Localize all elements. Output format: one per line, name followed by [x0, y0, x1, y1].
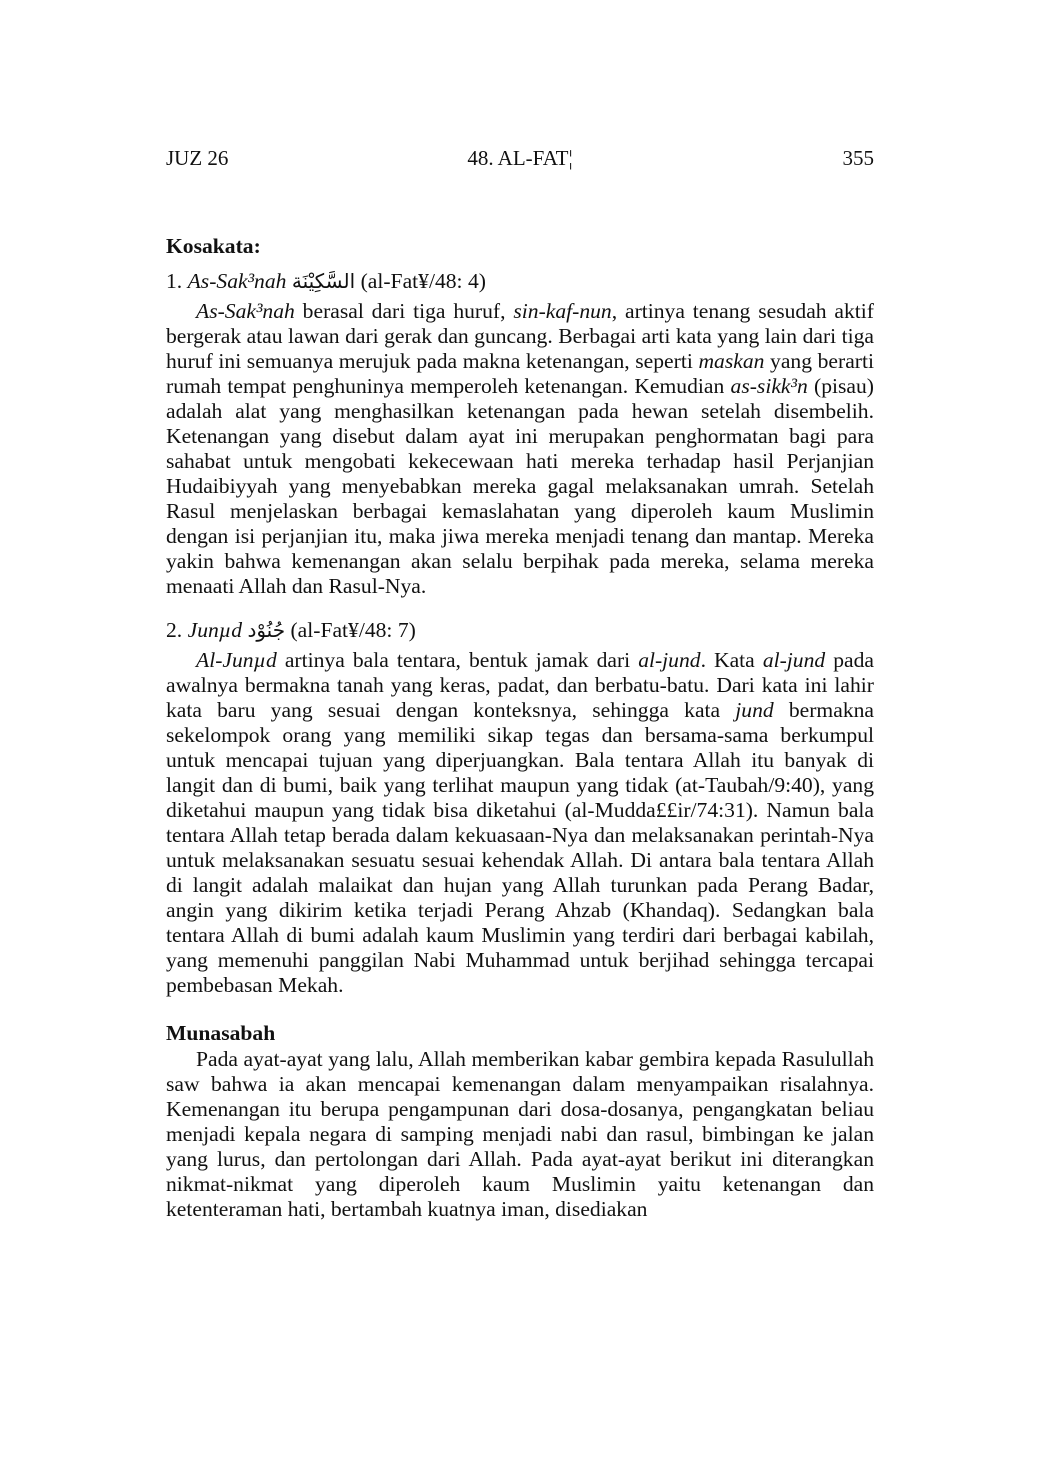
munasabah-paragraph: Pada ayat-ayat yang lalu, Allah memberikan kabar gembira kepada Rasulullah saw bahwa ia akan mencapai kemenangan dalam menyampaikan risalahnya. Kemenangan itu berupa pengampunan dari dosa-dosanya, pengangkatan beliau menjadi kepala negara di samping menjadi nabi dan rasul, bimbingan ke jalan yang lurus, dan pertolongan dari Allah. Pada ayat-ayat berikut ini diterangkan nikmat-nikmat yang diperoleh kaum Muslimin yaitu ketenangan dan ketenteraman hati, bertambah kuatnya iman, disediakan	[166, 1047, 874, 1221]
paragraph-emphasis: maskan	[698, 349, 765, 373]
page-number: 355	[842, 146, 874, 170]
paragraph-text: artinya bala tentara, bentuk jamak dari	[276, 648, 639, 672]
surah-title: 48. AL-FAT¦	[467, 146, 573, 170]
paragraph-text: . Kata	[700, 648, 763, 672]
paragraph-text: berasal dari tiga huruf,	[294, 299, 514, 323]
arabic-term: السَّكِيْنَة	[291, 269, 356, 293]
paragraph-text: , artinya tenang sesudah aktif bergerak atau lawan dari gerak dan guncang. Berbagai arti kata yang lain dari tiga huruf ini semuanya merujuk pada makna ketenangan, seperti	[166, 299, 874, 373]
entry-number: 1.	[166, 269, 183, 293]
paragraph-text: yang berarti rumah tempat penghuninya memperoleh ketenangan. Kemudian	[166, 349, 874, 398]
vocab-entry-paragraph	[166, 648, 874, 998]
verse-reference: (al-Fat¥/48: 4)	[360, 269, 486, 293]
vocab-entry-heading	[166, 268, 874, 295]
entry-term: Junµd	[187, 618, 243, 642]
main-content	[166, 233, 874, 1222]
paragraph-emphasis: jund	[735, 698, 774, 722]
paragraph-emphasis: al-jund	[638, 648, 701, 672]
entry-term: As-Sak³nah	[187, 269, 287, 293]
vocab-entry-paragraph	[166, 299, 874, 599]
kosakata-heading: Kosakata:	[166, 234, 261, 258]
entry-number: 2.	[166, 618, 183, 642]
arabic-term: جُنُوْد	[247, 618, 286, 642]
juz-label: JUZ 26	[166, 146, 229, 170]
paragraph-text: pada awalnya bermakna tanah yang keras, padat, dan berbatu-batu. Dari kata ini lahir kata baru yang sesuai dengan konteksnya, sehingga kata	[166, 648, 874, 722]
paragraph-term: Al-Junµd	[196, 648, 277, 672]
paragraph-emphasis: sin-kaf-nun	[513, 299, 612, 323]
munasabah-heading: Munasabah	[166, 1021, 276, 1045]
vocab-entry-heading	[166, 617, 874, 644]
verse-reference: (al-Fat¥/48: 7)	[290, 618, 416, 642]
paragraph-term: As-Sak³nah	[196, 299, 295, 323]
paragraph-emphasis: al-jund	[762, 648, 826, 672]
running-header	[166, 146, 874, 176]
paragraph-emphasis: as-sikk³n	[730, 374, 808, 398]
paragraph-text: (pisau) adalah alat yang menghasilkan ketenangan pada hewan setelah disembelih. Ketenangan yang disebut dalam ayat ini merupakan penghormatan bagi para sahabat untuk mengobati kekecewaan hati mereka terhadap hasil Perjanjian Hudaibiyyah yang menyebabkan mereka gagal melaksanakan umrah. Setelah Rasul menjelaskan berbagai kemaslahatan yang diperoleh kaum Muslimin dengan isi perjanjian itu, maka jiwa mereka menjadi tenang dan mantap. Mereka yakin bahwa kemenangan akan selalu berpihak pada mereka, selama mereka menaati Allah dan Rasul-Nya.	[166, 374, 874, 598]
paragraph-text: bermakna sekelompok orang yang memiliki sikap tegas dan bersama-sama berkumpul untuk mencapai tujuan yang diperjuangkan. Bala tentara Allah itu banyak di langit dan di bumi, baik yang terlihat maupun yang tidak (at-Taubah/9:40), yang diketahui maupun yang tidak bisa diketahui (al-Mudda££ir/74:31). Namun bala tentara Allah tetap berada dalam kekuasaan-Nya dan melaksanakan perintah-Nya untuk melaksanakan sesuatu sesuai kehendak Allah. Di antara bala tentara Allah di langit adalah malaikat dan hujan yang Allah turunkan pada Perang Badar, angin yang dikirim ketika terjadi Perang Ahzab (Khandaq). Sedangkan bala tentara Allah di bumi adalah kaum Muslimin yang terdiri dari berbagai kabilah, yang memenuhi panggilan Nabi Muhammad untuk berjihad sehingga tercapai pembebasan Mekah.	[166, 698, 874, 997]
